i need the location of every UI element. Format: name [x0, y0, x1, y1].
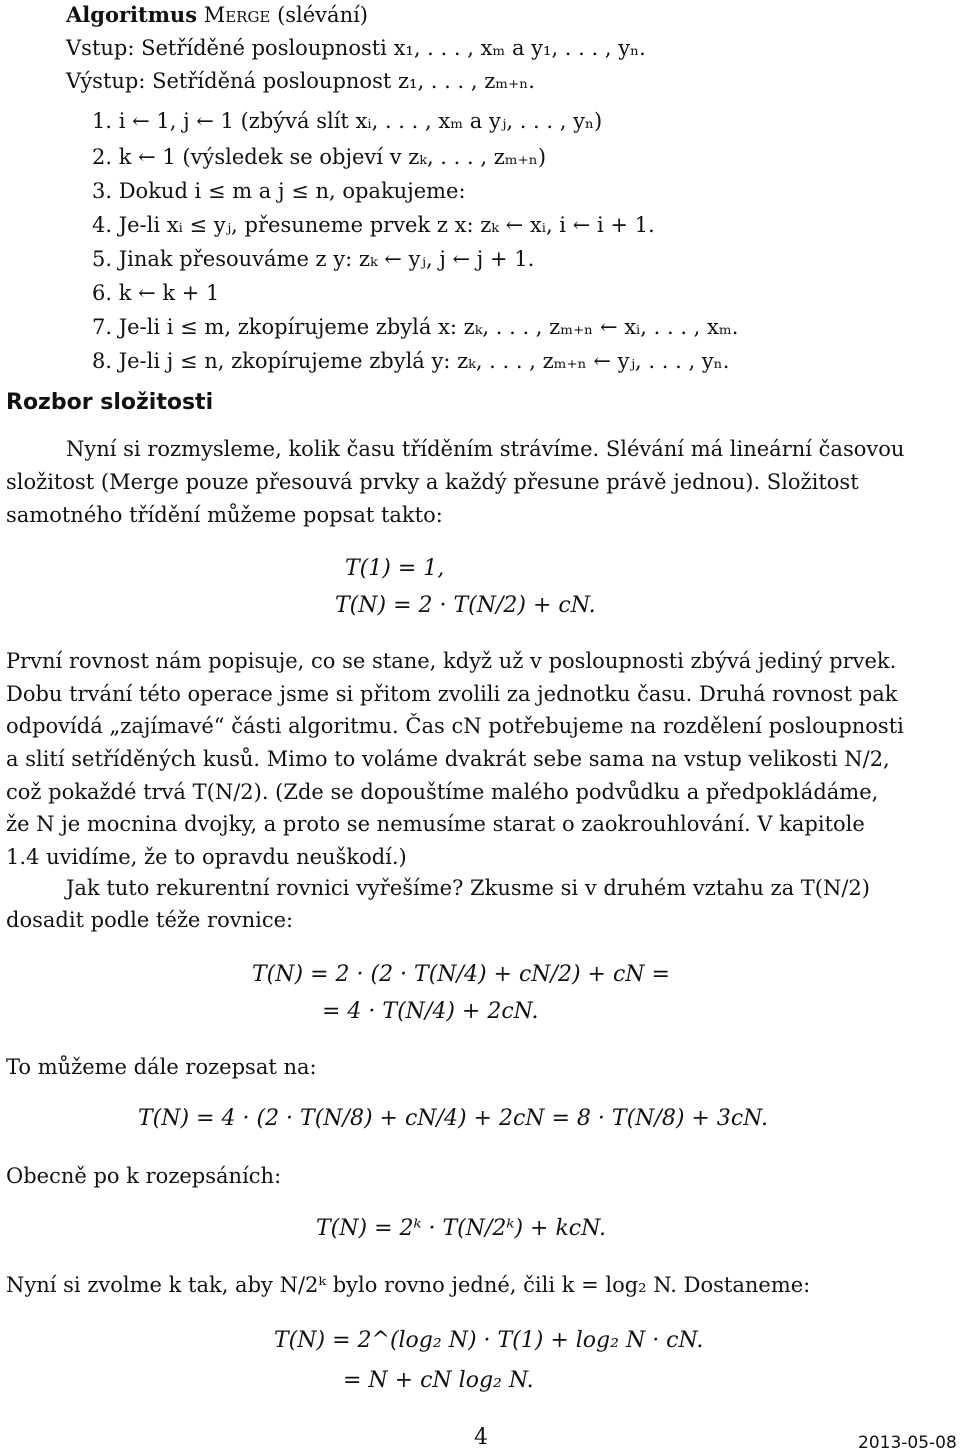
- algorithm-title: [66, 2, 368, 28]
- algorithm-title-prefix: Algoritmus: [66, 2, 198, 27]
- paragraph-line: 1.4 uvidíme, že to opravdu neuškodí.): [6, 845, 407, 869]
- equation-line: T(N) = 2 · T(N/2) + cN.: [335, 593, 596, 618]
- algorithm-output: Výstup: Setříděná posloupnost z₁, . . . , zₘ₊ₙ.: [66, 69, 535, 93]
- algorithm-step: 4. Je-li xᵢ ≤ yⱼ, přesuneme prvek z x: zₖ ← xᵢ, i ← i + 1.: [92, 213, 655, 237]
- equation-line: = 4 · T(N/4) + 2cN.: [322, 999, 539, 1024]
- algorithm-step: 6. k ← k + 1: [92, 281, 220, 305]
- paragraph-line: složitost (Merge pouze přesouvá prvky a každý přesune právě jednou). Složitost: [6, 470, 859, 494]
- paragraph-line: Nyní si zvolme k tak, aby N/2ᵏ bylo rovno jedné, čili k = log₂ N. Dostaneme:: [6, 1273, 811, 1297]
- equation-line: T(N) = 4 · (2 · T(N/8) + cN/4) + 2cN = 8 · T(N/8) + 3cN.: [138, 1106, 768, 1131]
- paragraph-line: První rovnost nám popisuje, co se stane, když už v posloupnosti zbývá jediný prvek.: [6, 649, 897, 673]
- paragraph-line: Jak tuto rekurentní rovnici vyřešíme? Zkusme si v druhém vztahu za T(N/2): [66, 876, 870, 900]
- paragraph-line: dosadit podle téže rovnice:: [6, 908, 294, 932]
- algorithm-step: 3. Dokud i ≤ m a j ≤ n, opakujeme:: [92, 179, 466, 203]
- algorithm-step: 7. Je-li i ≤ m, zkopírujeme zbylá x: zₖ, . . . , zₘ₊ₙ ← xᵢ, . . . , xₘ.: [92, 315, 739, 339]
- algorithm-step: 2. k ← 1 (výsledek se objeví v zₖ, . . . , zₘ₊ₙ): [92, 145, 547, 169]
- algorithm-step: 8. Je-li j ≤ n, zkopírujeme zbylá y: zₖ, . . . , zₘ₊ₙ ← yⱼ, . . . , yₙ.: [92, 349, 730, 373]
- paragraph-line: Nyní si rozmysleme, kolik času tříděním strávíme. Slévání má lineární časovou: [66, 437, 905, 461]
- equation-line: T(1) = 1,: [345, 556, 445, 581]
- paragraph-line: což pokaždé trvá T(N/2). (Zde se dopouštíme malého podvůdku a předpokládáme,: [6, 780, 879, 804]
- paragraph-line: Dobu trvání této operace jsme si přitom zvolili za jednotku času. Druhá rovnost pak: [6, 682, 898, 706]
- algorithm-step: 1. i ← 1, j ← 1 (zbývá slít xᵢ, . . . , xₘ a yⱼ, . . . , yₙ): [92, 109, 603, 133]
- algorithm-title-suffix: (slévání): [270, 3, 368, 27]
- algorithm-input: Vstup: Setříděné posloupnosti x₁, . . . , xₘ a y₁, . . . , yₙ.: [66, 36, 646, 60]
- paragraph-line: a slití setříděných kusů. Mimo to voláme dvakrát sebe sama na vstup velikosti N/2,: [6, 747, 890, 771]
- paragraph-line: To můžeme dále rozepsat na:: [6, 1055, 317, 1079]
- equation-line: T(N) = 2 · (2 · T(N/4) + cN/2) + cN =: [252, 962, 670, 987]
- document-date: 2013-05-08: [858, 1433, 957, 1453]
- algorithm-name: Merge: [203, 3, 271, 27]
- paragraph-line: samotného třídění můžeme popsat takto:: [6, 503, 443, 527]
- equation-line: T(N) = 2^(log₂ N) · T(1) + log₂ N · cN.: [274, 1328, 704, 1353]
- paragraph-line: že N je mocnina dvojky, a proto se nemusíme starat o zaokrouhlování. V kapitole: [6, 812, 865, 836]
- paragraph-line: odpovídá „zajímavé“ části algoritmu. Čas cN potřebujeme na rozdělení posloupnosti: [6, 714, 904, 738]
- algorithm-step: 5. Jinak přesouváme z y: zₖ ← yⱼ, j ← j + 1.: [92, 247, 535, 271]
- section-heading: Rozbor složitosti: [6, 390, 214, 415]
- page-number: 4: [474, 1425, 488, 1450]
- paragraph-line: Obecně po k rozepsáních:: [6, 1164, 282, 1188]
- equation-line: = N + cN log₂ N.: [343, 1368, 534, 1393]
- equation-line: T(N) = 2ᵏ · T(N/2ᵏ) + kcN.: [316, 1216, 606, 1241]
